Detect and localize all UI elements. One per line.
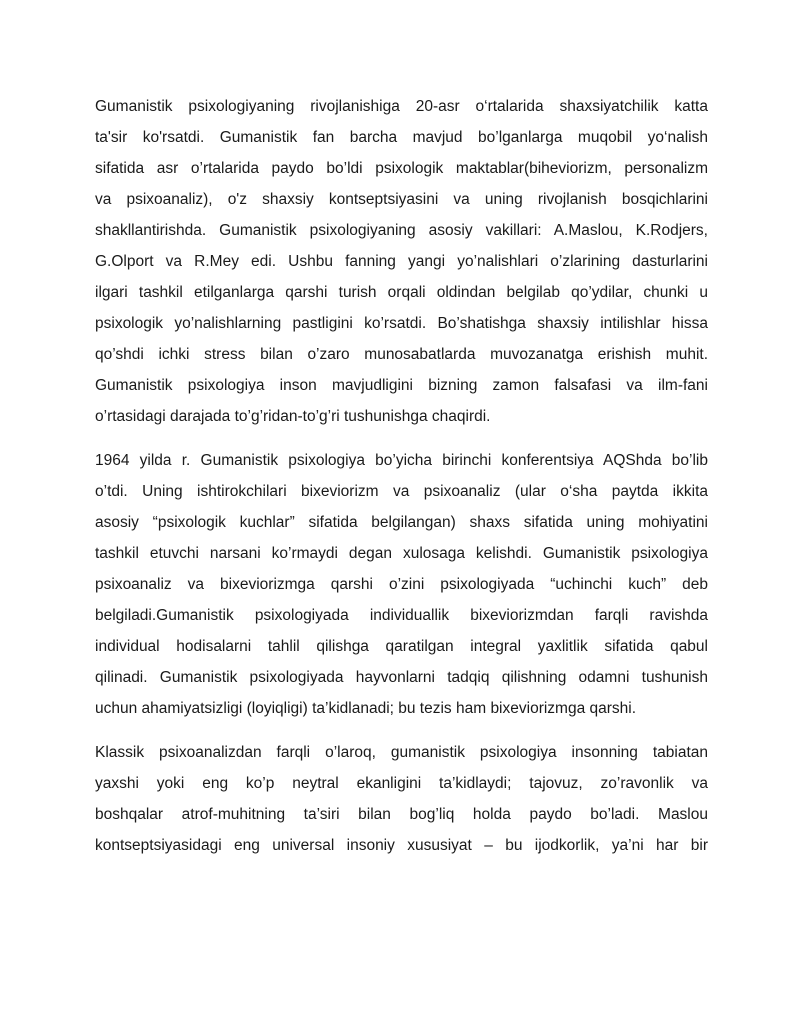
text-line: tashkil etuvchi narsani ko’rmaydi degan xulosaga kelishdi. Gumanistik psixologiya xyxy=(95,545,708,562)
paragraph-gap xyxy=(95,432,708,445)
text-line: uchun ahamiyatsizligi (loyiqligi) ta’kidlanadi; bu tezis ham bixeviorizmga qarshi. xyxy=(95,700,637,717)
text-line: yaxshi yoki eng ko’p neytral ekanligini ta’kidlaydi; tajovuz, zo’ravonlik va xyxy=(95,775,708,792)
text-line: sifatida asr o’rtalarida paydo bo’ldi psixologik maktablar(biheviorizm, personalizm xyxy=(95,160,708,177)
document-page xyxy=(95,91,708,861)
text-line: o’tdi. Uning ishtirokchilari bixeviorizm va psixoanaliz (ular o‘sha paytda ikkita xyxy=(95,483,708,500)
text-line: G.Olport va R.Mey edi. Ushbu fanning yangi yo’nalishlari o’zlarining dasturlarini xyxy=(95,253,708,270)
text-line: qilinadi. Gumanistik psixologiyada hayvonlarni tadqiq qilishning odamni tushunish xyxy=(95,669,708,686)
text-line: 1964 yilda r. Gumanistik psixologiya bo’yicha birinchi konferentsiya AQShda bo’lib xyxy=(95,452,708,469)
text-line: Gumanistik psixologiyaning rivojlanishiga 20-asr o‘rtalarida shaxsiyatchilik katta xyxy=(95,98,708,115)
paragraph-2 xyxy=(95,445,708,724)
text-line: asosiy “psixologik kuchlar” sifatida belgilangan) shaxs sifatida uning mohiyatini xyxy=(95,514,708,531)
text-line: Gumanistik psixologiya inson mavjudligini bizning zamon falsafasi va ilm-fani xyxy=(95,377,708,394)
text-line: individual hodisalarni tahlil qilishga qaratilgan integral yaxlitlik sifatida qabul xyxy=(95,638,708,655)
text-line: va psixoanaliz), o'z shaxsiy kontseptsiyasini va uning rivojlanish bosqichlarini xyxy=(95,191,708,208)
text-line: psixologik yo’nalishlarning pastligini ko’rsatdi. Bo’shatishga shaxsiy intilishlar hissa xyxy=(95,315,708,332)
text-line: o’rtasidagi darajada to’g’ridan-to’g’ri tushunishga chaqirdi. xyxy=(95,408,491,425)
text-line: belgiladi.Gumanistik psixologiyada individuallik bixeviorizmdan farqli ravishda xyxy=(95,607,708,624)
text-line: shakllantirishda. Gumanistik psixologiyaning asosiy vakillari: A.Maslou, K.Rodjers, xyxy=(95,222,708,239)
text-line: boshqalar atrof-muhitning ta’siri bilan bog’liq holda paydo bo’ladi. Maslou xyxy=(95,806,708,823)
text-line: qo’shdi ichki stress bilan o’zaro munosabatlarda muvozanatga erishish muhit. xyxy=(95,346,708,363)
text-line: psixoanaliz va bixeviorizmga qarshi o’zini psixologiyada “uchinchi kuch” deb xyxy=(95,576,708,593)
paragraph-1 xyxy=(95,91,708,432)
text-line: ilgari tashkil etilganlarga qarshi turish orqali oldindan belgilab qo’ydilar, chunki u xyxy=(95,284,708,301)
text-line: Klassik psixoanalizdan farqli o’laroq, gumanistik psixologiya insonning tabiatan xyxy=(95,744,708,761)
paragraph-3 xyxy=(95,737,708,861)
paragraph-gap xyxy=(95,724,708,737)
text-line: kontseptsiyasidagi eng universal insoniy xususiyat – bu ijodkorlik, ya’ni har bir xyxy=(95,837,708,854)
text-line: ta'sir ko'rsatdi. Gumanistik fan barcha mavjud bo’lganlarga muqobil yo‘nalish xyxy=(95,129,708,146)
